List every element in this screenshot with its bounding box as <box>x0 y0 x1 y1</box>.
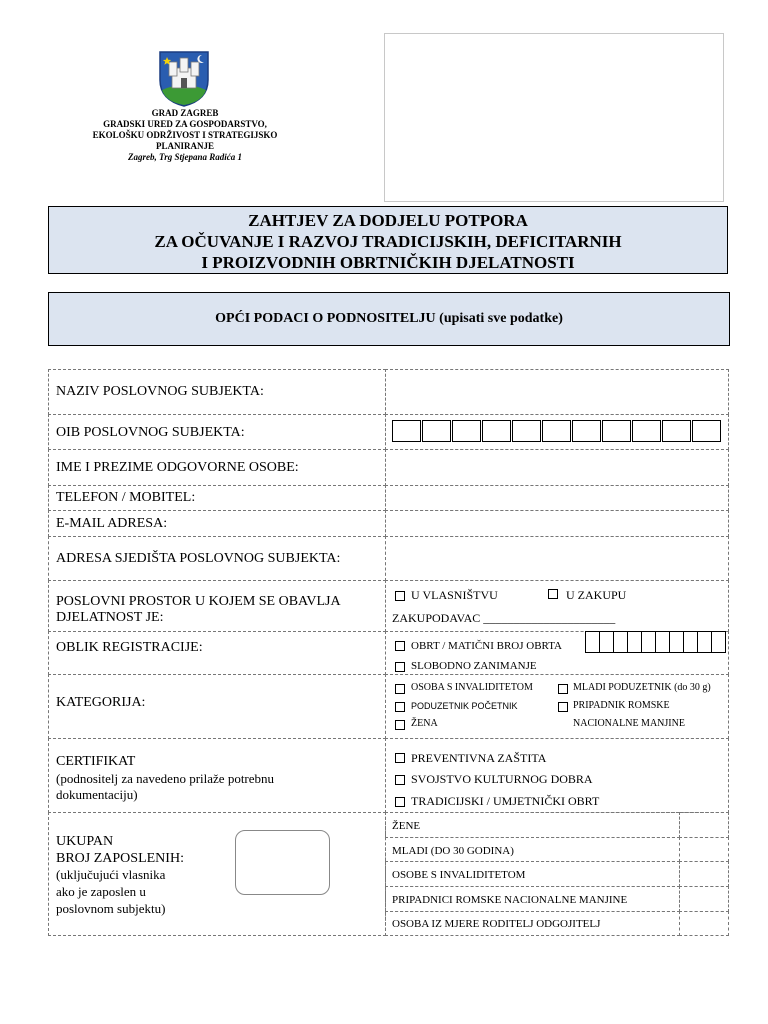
zena-checkbox[interactable] <box>395 720 405 730</box>
title-line1: ZAHTJEV ZA DODJELU POTPORA <box>248 211 528 230</box>
zakupodavac-field[interactable]: ZAKUPODAVAC ______________________ <box>392 611 616 625</box>
kulturno-label: SVOJSTVO KULTURNOG DOBRA <box>411 772 593 786</box>
roditelj-label: OSOBA IZ MJERE RODITELJ ODGOJITELJ <box>392 918 601 930</box>
slobodno-label: SLOBODNO ZANIMANJE <box>411 660 537 672</box>
pocetnik-label: PODUZETNIK POČETNIK <box>411 701 518 711</box>
header-city: GRAD ZAGREB <box>151 108 219 118</box>
ukupan-label-line5: poslovnom subjektu) <box>56 901 166 916</box>
invaliditet-count-input[interactable] <box>679 861 729 887</box>
telefon-label: TELEFON / MOBITEL: <box>56 490 196 505</box>
zene-label: ŽENE <box>392 820 421 832</box>
adresa-label: ADRESA SJEDIŠTA POSLOVNOG SUBJEKTA: <box>56 551 341 566</box>
invaliditet-checkbox[interactable] <box>395 684 405 694</box>
maticni-digit-box[interactable] <box>697 631 712 653</box>
vlasnistvo-label: U VLASNIŠTVU <box>411 588 498 602</box>
ime-label: IME I PREZIME ODGOVORNE OSOBE: <box>56 460 299 475</box>
zakup-checkbox[interactable] <box>548 589 558 599</box>
slobodno-checkbox[interactable] <box>395 662 405 672</box>
title-line3: I PROIZVODNIH OBRTNIČKIH DJELATNOSTI <box>201 253 575 272</box>
ukupan-label-line1: UKUPAN <box>56 834 114 849</box>
oib-digit-box[interactable] <box>452 420 481 442</box>
preventivna-label: PREVENTIVNA ZAŠTITA <box>411 751 547 765</box>
oib-digit-box[interactable] <box>602 420 631 442</box>
ime-input[interactable] <box>385 449 729 486</box>
header-office-line1: GRADSKI URED ZA GOSPODARSTVO, <box>103 119 267 129</box>
issuer-header <box>60 108 310 163</box>
prostor-label-line1: POSLOVNI PROSTOR U KOJEM SE OBAVLJA <box>56 594 341 609</box>
romska-count-input[interactable] <box>679 886 729 912</box>
adresa-input[interactable] <box>385 536 729 581</box>
oib-digit-box[interactable] <box>692 420 721 442</box>
ukupan-label-line3: (uključujući vlasnika <box>56 867 166 882</box>
naziv-label: NAZIV POSLOVNOG SUBJEKTA: <box>56 384 264 399</box>
oib-digit-box[interactable] <box>572 420 601 442</box>
maticni-digit-box[interactable] <box>613 631 628 653</box>
roditelj-count-input[interactable] <box>679 911 729 936</box>
oib-digit-box[interactable] <box>512 420 541 442</box>
email-label: E-MAIL ADRESA: <box>56 516 168 531</box>
zene-count-input[interactable] <box>679 812 729 838</box>
naziv-input[interactable] <box>385 369 729 415</box>
maticni-digit-box[interactable] <box>683 631 698 653</box>
kategorija-label: KATEGORIJA: <box>56 695 146 710</box>
pocetnik-checkbox[interactable] <box>395 702 405 712</box>
title-line2: ZA OČUVANJE I RAZVOJ TRADICIJSKIH, DEFICITARNIH <box>154 232 622 251</box>
maticni-digit-box[interactable] <box>599 631 614 653</box>
ukupan-count-input[interactable] <box>235 830 330 895</box>
romska-label-line2: NACIONALNE MANJINE <box>573 718 685 729</box>
header-address: Zagreb, Trg Stjepana Radića 1 <box>128 152 242 162</box>
maticni-digit-box[interactable] <box>627 631 642 653</box>
preventivna-checkbox[interactable] <box>395 753 405 763</box>
oib-digit-box[interactable] <box>662 420 691 442</box>
prostor-label-line2: DJELATNOST JE: <box>56 610 164 625</box>
romska-label-line1: PRIPADNIK ROMSKE <box>573 700 670 711</box>
ukupan-label-line2: BROJ ZAPOSLENIH: <box>56 851 184 866</box>
zena-label: ŽENA <box>411 718 438 729</box>
mladi-count-input[interactable] <box>679 837 729 862</box>
oib-digit-box[interactable] <box>482 420 511 442</box>
stamp-box <box>384 33 724 202</box>
obrt-label: OBRT / MATIČNI BROJ OBRTA <box>411 640 563 652</box>
oib-digit-box[interactable] <box>422 420 451 442</box>
vlasnistvo-checkbox[interactable] <box>395 591 405 601</box>
tradicijski-checkbox[interactable] <box>395 797 405 807</box>
section-label: OPĆI PODACI O PODNOSITELJU <box>215 311 436 326</box>
zakup-label: U ZAKUPU <box>566 588 627 602</box>
obrt-checkbox[interactable] <box>395 641 405 651</box>
mladi-poduzetnik-label: MLADI PODUZETNIK (do 30 g) <box>573 682 711 693</box>
mladi-poduzetnik-checkbox[interactable] <box>558 684 568 694</box>
maticni-digit-box[interactable] <box>711 631 726 653</box>
oib-label: OIB POSLOVNOG SUBJEKTA: <box>56 425 245 440</box>
email-input[interactable] <box>385 510 729 537</box>
mladi-label: MLADI (DO 30 GODINA) <box>392 845 514 857</box>
certifikat-label: CERTIFIKAT <box>56 754 136 769</box>
pripadnici-label: PRIPADNICI ROMSKE NACIONALNE MANJINE <box>392 894 628 906</box>
header-office-line2: EKOLOŠKU ODRŽIVOST I STRATEGIJSKO <box>92 130 278 140</box>
certifikat-note-line2: dokumentaciju) <box>56 787 138 802</box>
maticni-digit-box[interactable] <box>641 631 656 653</box>
maticni-digit-box[interactable] <box>585 631 600 653</box>
zene-label-cell <box>385 812 680 838</box>
ukupan-label-line4: ako je zaposlen u <box>56 884 146 899</box>
certifikat-note-line1: (podnositelj za navedeno prilaže potrebnu <box>56 771 275 786</box>
zagreb-coat-of-arms <box>158 50 210 108</box>
header-office-line3: PLANIRANJE <box>155 141 214 151</box>
section-header <box>48 292 730 346</box>
osobe-invaliditet-label: OSOBE S INVALIDITETOM <box>392 869 526 881</box>
romska-checkbox[interactable] <box>558 702 568 712</box>
kulturno-checkbox[interactable] <box>395 775 405 785</box>
oib-digit-box[interactable] <box>632 420 661 442</box>
telefon-input[interactable] <box>385 485 729 511</box>
maticni-digit-box[interactable] <box>655 631 670 653</box>
oib-digit-box[interactable] <box>542 420 571 442</box>
invaliditet-option-label: OSOBA S INVALIDITETOM <box>411 682 533 693</box>
section-note: (upisati sve podatke) <box>439 311 563 326</box>
form-title <box>48 206 728 274</box>
oblik-label: OBLIK REGISTRACIJE: <box>56 640 203 655</box>
tradicijski-label: TRADICIJSKI / UMJETNIČKI OBRT <box>411 794 600 808</box>
oib-digit-box[interactable] <box>392 420 421 442</box>
maticni-digit-box[interactable] <box>669 631 684 653</box>
